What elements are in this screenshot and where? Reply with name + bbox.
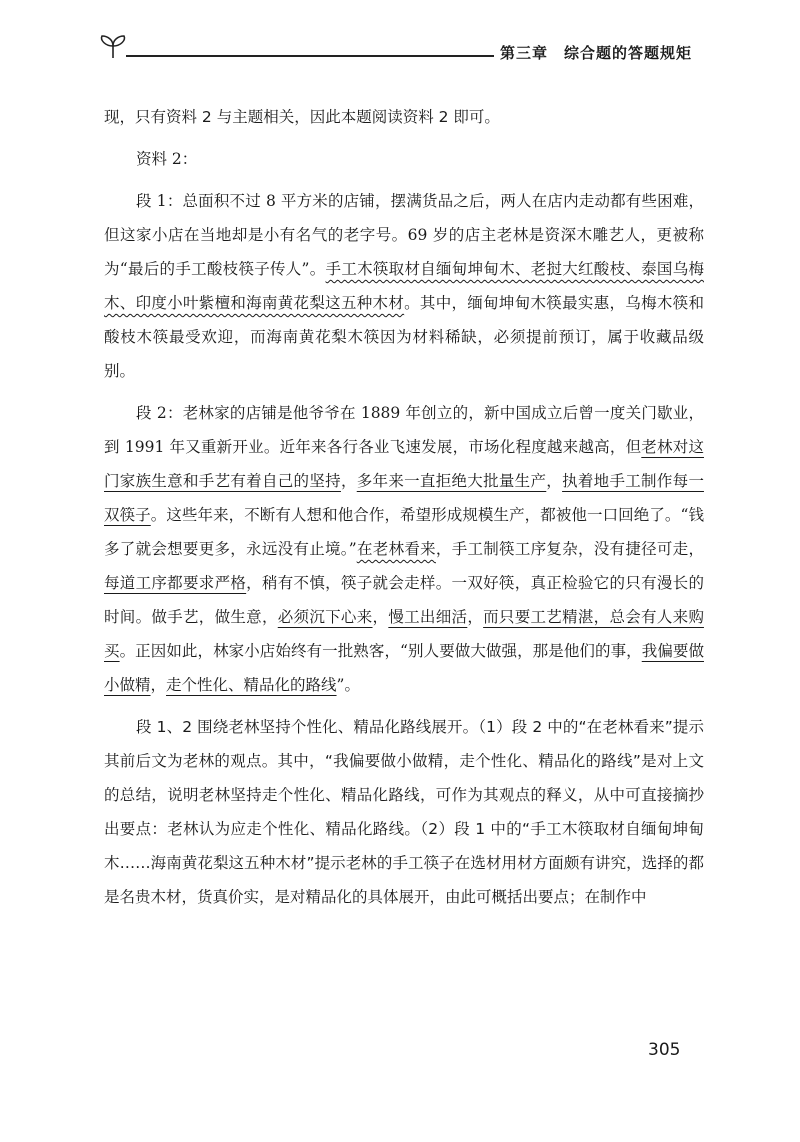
material-label: 资料 2：: [136, 150, 198, 168]
sprout-icon: [96, 30, 130, 60]
page-header: [0, 30, 800, 70]
analysis-paragraph: 段 1、2 围绕老林坚持个性化、精品化路线展开。（1）段 2 中的“在老林看来”提示其前后文为老林的观点。其中，“我偏要做小做精，走个性化、精品化的路线”是对上文的总结，说明老林坚持走个性化、精品化路线，可作为其观点的释义，从中可直接摘抄出要点：老林认为应走个性化、精品化路线。（2）段 1 中的“手工木筷取材自缅甸坤甸木……海南黄花梨这五种木材”提示老林的手工筷子在选材用材方面颇有讲究，选择的都是名贵木材，货真价实，是对精品化的具体展开，由此可概括出要点；在制作中: [104, 718, 704, 906]
material-paragraph-1: 段 1：总面积不过 8 平方米的店铺，摆满货品之后，两人在店内走动都有些困难，但这家小店在当地却是小有名气的老字号。69 岁的店主老林是资深木雕艺人，更被称为“最后的手工酸枝筷子传人”。手工木筷取材自缅甸坤甸木、老挝大红酸枝、泰国乌梅木、印度小叶紫檀和海南黄花梨这五种木材。其中，缅甸坤甸木筷最实惠，乌梅木筷和酸枝木筷最受欢迎，而海南黄花梨木筷因为材料稀缺，必须提前预订，属于收藏品级别。: [104, 192, 704, 380]
page-number: 305: [648, 1040, 681, 1060]
page-body: [104, 100, 704, 914]
chapter-title: 第三章 综合题的答题规矩: [500, 44, 693, 62]
intro-line: 现，只有资料 2 与主题相关，因此本题阅读资料 2 即可。: [104, 108, 500, 126]
header-rule: [126, 55, 494, 57]
material-paragraph-2: 段 2：老林家的店铺是他爷爷在 1889 年创立的，新中国成立后曾一度关门歇业，到 1991 年又重新开业。近年来各行各业飞速发展，市场化程度越来越高，但老林对这门家族生意和手艺有着自己的坚持，多年来一直拒绝大批量生产，执着地手工制作每一双筷子。这些年来，不断有人想和他合作，希望形成规模生产，都被他一口回绝了。“钱多了就会想要更多，永远没有止境。”在老林看来，手工制筷工序复杂，没有捷径可走，每道工序都要求严格，稍有不慎，筷子就会走样。一双好筷，真正检验它的只有漫长的时间。做手艺，做生意，必须沉下心来，慢工出细活，而只要工艺精湛，总会有人来购买。正因如此，林家小店始终有一批熟客，“别人要做大做强，那是他们的事，我偏要做小做精，走个性化、精品化的路线”。: [104, 404, 704, 694]
